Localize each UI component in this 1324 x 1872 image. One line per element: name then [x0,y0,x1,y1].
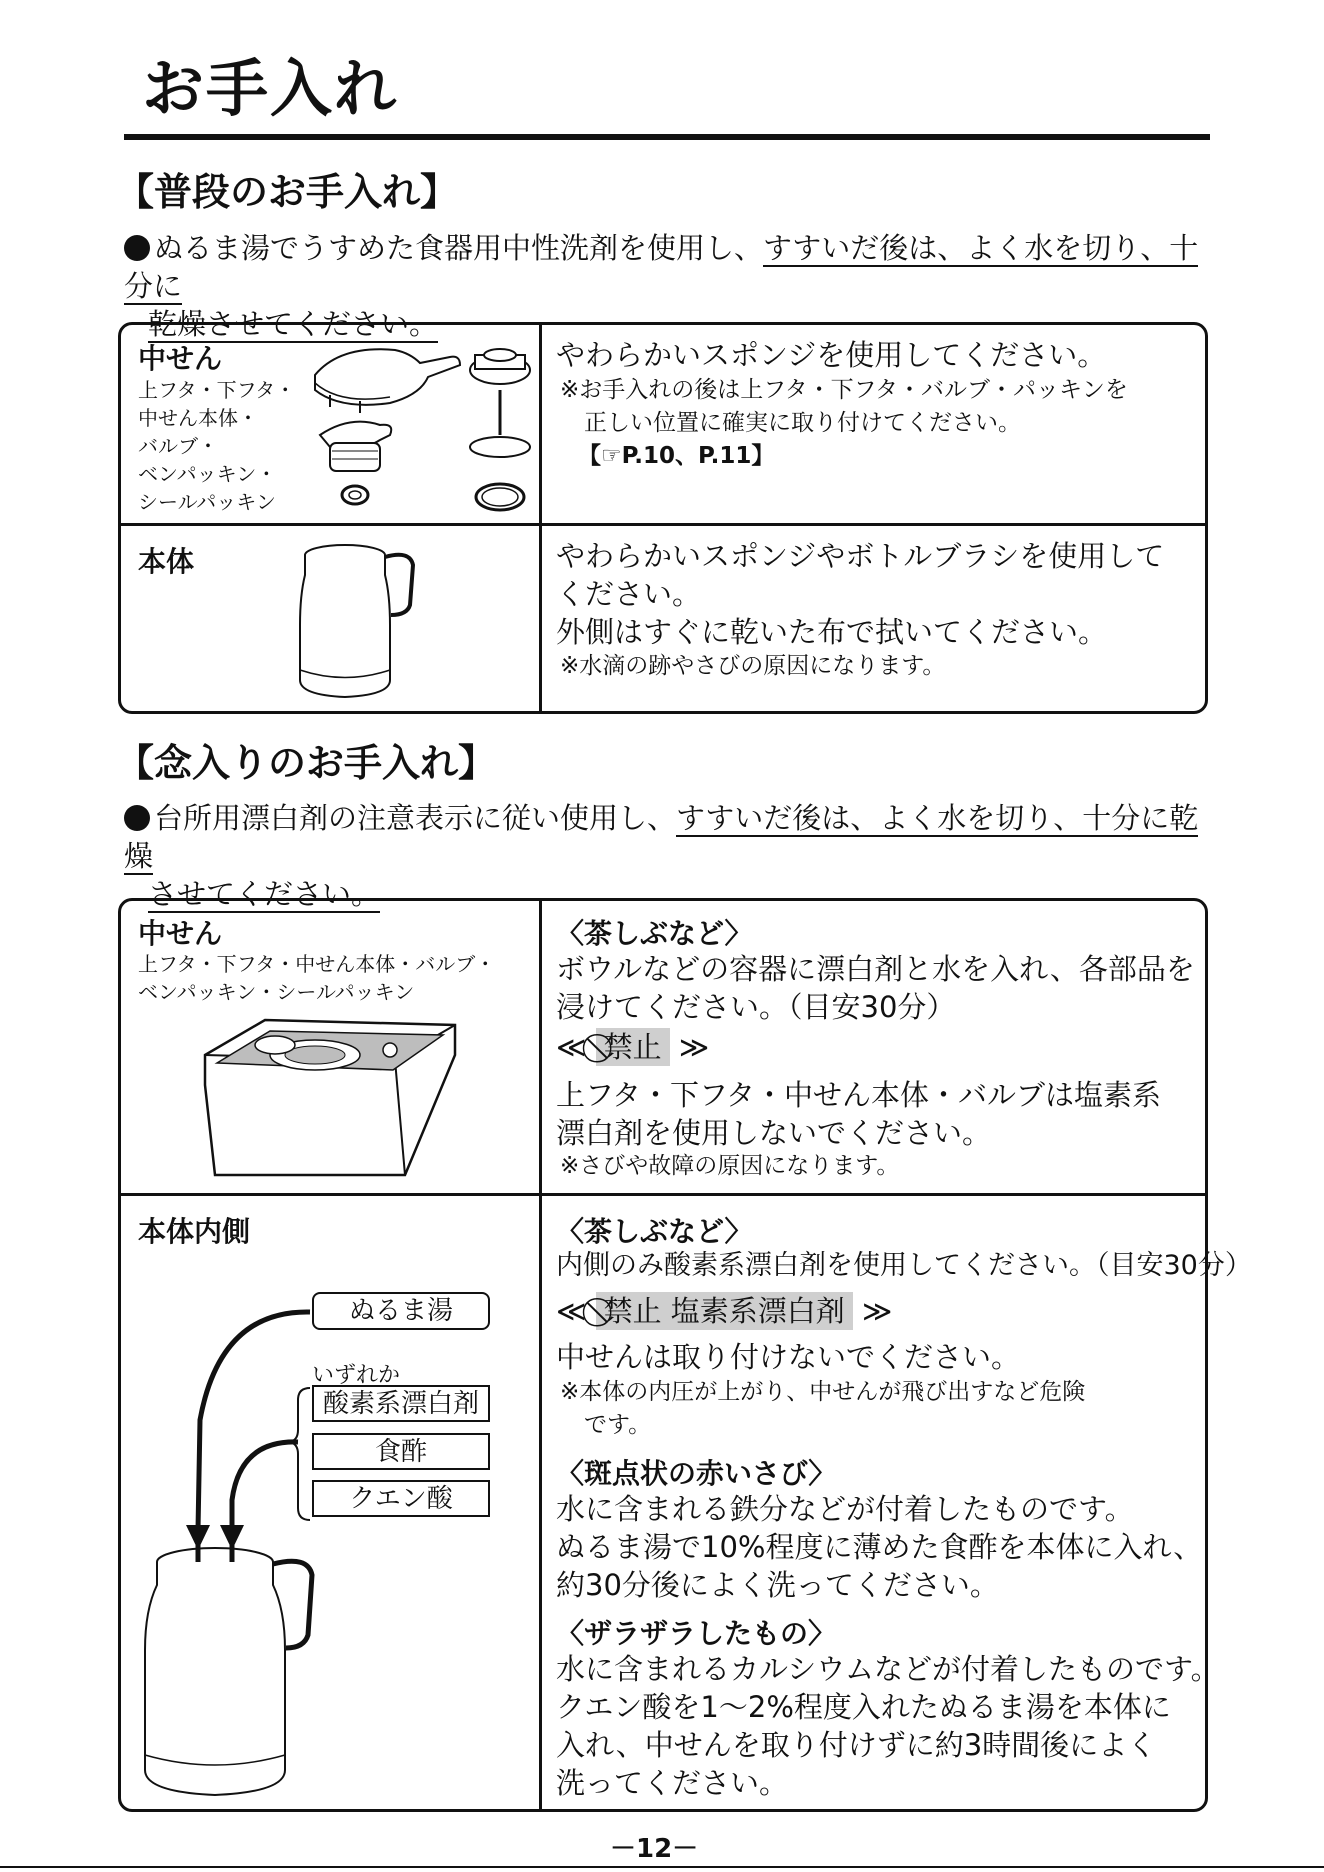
section-heading-deep: 【念入りのお手入れ】 [116,741,497,785]
prohibition-badge: ⃠禁止 塩素系漂白剤 [596,1292,853,1330]
note-line: 正しい位置に確実に取り付けてください。 [584,410,1021,436]
deep-row1-label: 中せん [138,917,223,950]
bullet-dot [124,805,150,831]
thermos-body-illustration [295,535,425,705]
deep-bullet-underlined: すすいだ後は、よく水を切り、十分に乾燥 [124,801,1199,873]
soaking-tub-illustration [195,1015,465,1190]
text-line: 水に含まれる鉄分などが付着したものです。 [556,1492,1134,1526]
either-label: いずれか [312,1363,401,1388]
section-heading-daily: 【普段のお手入れ】 [116,170,459,214]
deep-bullet [124,799,1224,913]
part-item: 中せん本体・ [138,406,258,430]
deep-row2-calcium-text [556,1650,1220,1802]
daily-row1-label: 中せん [138,342,223,375]
deep-row2-note [560,1376,1085,1442]
part-item: シールパッキン [138,490,276,514]
deep-row2-rust-text [556,1490,1202,1604]
deep-row1-note: ※さびや故障の原因になります。 [560,1153,900,1179]
deep-row2-prohibition [556,1292,892,1330]
bracket: ≪ [556,1294,587,1328]
text-line: ください。 [556,577,702,611]
text-line: 入れ、中せんを取り付けずに約3時間後によく [556,1728,1157,1762]
text-line: 約30分後によく洗ってください。 [556,1568,999,1602]
parts-line: ベンパッキン・シールパッキン [138,980,415,1004]
bullet-dot [124,235,150,261]
daily-bullet-text: ぬるま湯でうすめた食器用中性洗剤を使用し、 [154,231,764,265]
title-rule [124,134,1210,140]
deep-row1-prohibition [556,1028,709,1066]
note-line: ※お手入れの後は上フタ・下フタ・バルブ・パッキンを [560,377,1128,403]
bracket: ≪ [556,1030,587,1064]
daily-row2-text [556,537,1164,651]
text-line: 浸けてください。（目安30分） [556,990,956,1024]
note-line: ※本体の内圧が上がり、中せんが飛び出すなど危険 [560,1379,1086,1405]
daily-row1-note [560,374,1128,473]
text-line: 外側はすぐに乾いた布で拭いてください。 [556,615,1108,649]
text-line: 上フタ・下フタ・中せん本体・バルブは塩素系 [556,1078,1161,1112]
bottom-edge-rule [0,1866,1324,1868]
option-oxygen-bleach: 酸素系漂白剤 [312,1385,490,1422]
part-item: バルブ・ [138,434,218,458]
deep-row1-subheading: 〈茶しぶなど〉 [556,917,753,950]
pouring-diagram [140,1300,320,1800]
text-line: やわらかいスポンジやボトルブラシを使用して [556,539,1165,573]
daily-bullet-underlined: すすいだ後は、よく水を切り、十分に [124,231,1199,303]
deep-bullet-underlined-2: させてください。 [148,877,381,911]
daily-row2-label: 本体 [138,545,195,578]
page-reference: 【☞P.10、P.11】 [578,443,775,469]
deep-table-divider [539,898,542,1812]
daily-row1-text: やわらかいスポンジを使用してください。 [556,338,1107,372]
deep-row1-parts [138,950,495,1006]
parts-line: 上フタ・下フタ・中せん本体・バルブ・ [138,952,496,976]
bracket: ≫ [862,1294,893,1328]
daily-bullet-underlined-2: 乾燥させてください。 [148,307,439,341]
deep-table-row-divider [118,1193,1208,1196]
deep-row1-warning [556,1076,1161,1152]
text-line: ボウルなどの容器に漂白剤と水を入れ、各部品を [556,952,1195,986]
option-vinegar: 食酢 [312,1433,490,1470]
warm-water-box: ぬるま湯 [312,1292,490,1330]
deep-row2-subheading-2: 〈斑点状の赤いさび〉 [556,1457,837,1490]
stopper-parts-illustration [300,335,535,520]
daily-row1-parts [138,376,295,516]
deep-row2-subheading-1: 〈茶しぶなど〉 [556,1215,753,1248]
deep-row2-label: 本体内側 [138,1215,251,1248]
deep-row1-text [556,950,1195,1026]
daily-table-divider [539,322,542,714]
page-number: －12－ [610,1834,699,1864]
text-line: 水に含まれるカルシウムなどが付着したものです。 [556,1652,1220,1686]
daily-table-row-divider [118,523,1208,526]
bracket: ≫ [678,1030,710,1064]
text-line: 洗ってください。 [556,1766,789,1800]
page-title: お手入れ [142,52,399,125]
deep-row2-text-1: 内側のみ酸素系漂白剤を使用してください。（目安30分） [556,1250,1252,1281]
part-item: ベンパッキン・ [138,462,277,486]
daily-row2-note: ※水滴の跡やさびの原因になります。 [560,653,946,679]
part-item: 上フタ・下フタ・ [138,378,296,402]
text-line: ぬるま湯で10%程度に薄めた食酢を本体に入れ、 [556,1530,1203,1564]
deep-row2-subheading-3: 〈ザラザラしたもの〉 [556,1617,837,1650]
deep-bullet-text: 台所用漂白剤の注意表示に従い使用し、 [154,801,677,835]
text-line: クエン酸を1〜2%程度入れたぬるま湯を本体に [556,1690,1171,1724]
note-line: です。 [584,1412,652,1438]
prohibition-badge: ⃠禁止 [596,1028,670,1066]
text-line: 漂白剤を使用しないでください。 [556,1116,992,1150]
option-citric-acid: クエン酸 [312,1480,490,1517]
deep-row2-text-2: 中せんは取り付けないでください。 [556,1340,1021,1374]
